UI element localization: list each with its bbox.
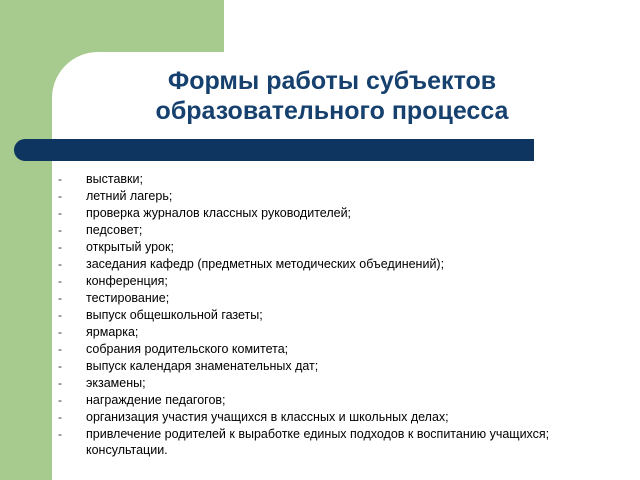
list-item-text: проверка журналов классных руководителей; (86, 206, 352, 220)
list-item (58, 375, 628, 391)
bullet-marker: - (58, 291, 62, 305)
list-item-text: заседания кафедр (предметных методических объединений); (86, 257, 445, 271)
bullet-marker: - (58, 257, 62, 271)
bullet-marker: - (58, 240, 62, 254)
list-item-text: ярмарка; (86, 325, 139, 339)
list-item-text: организация участия учащихся в классных и школьных делах; (86, 410, 449, 424)
list-item (58, 341, 628, 357)
list-item-text: привлечение родителей к выработке единых подходов к воспитанию учащихся; консультации. (86, 427, 550, 457)
bullet-marker: - (58, 189, 62, 203)
bullet-marker: - (58, 172, 62, 186)
slide-title: Формы работы субъектов образовательного процесса (155, 67, 509, 125)
list-item (58, 205, 628, 221)
list-item (58, 358, 628, 374)
bullet-marker: - (58, 274, 62, 288)
bullet-marker: - (58, 325, 62, 339)
list-item (58, 273, 628, 289)
list-item-text: выпуск общешкольной газеты; (86, 308, 263, 322)
list-item-text: педсовет; (86, 223, 143, 237)
list-item (58, 188, 628, 204)
list-item (58, 409, 628, 425)
list-item (58, 256, 628, 272)
list-item (58, 239, 628, 255)
list-item-text: открытый урок; (86, 240, 174, 254)
list-item-text: летний лагерь; (86, 189, 173, 203)
bullet-marker: - (58, 376, 62, 390)
bullet-marker: - (58, 410, 62, 424)
bullet-marker: - (58, 359, 62, 373)
list-item (58, 171, 628, 187)
list-item (58, 290, 628, 306)
bullet-marker: - (58, 427, 62, 441)
bullet-marker: - (58, 342, 62, 356)
list-item-text: выставки; (86, 172, 143, 186)
list-item (58, 324, 628, 340)
list-item-text: конференция; (86, 274, 168, 288)
list-item-text: выпуск календаря знаменательных дат; (86, 359, 319, 373)
list-item (58, 222, 628, 238)
bullet-marker: - (58, 206, 62, 220)
list-item-text: награждение педагогов; (86, 393, 226, 407)
bullet-marker: - (58, 223, 62, 237)
list-item (58, 426, 628, 458)
list-item (58, 392, 628, 408)
list-item-text: экзамены; (86, 376, 146, 390)
list-item (58, 307, 628, 323)
bullet-list (58, 171, 628, 459)
bullet-marker: - (58, 393, 62, 407)
bullet-marker: - (58, 308, 62, 322)
list-item-text: тестирование; (86, 291, 170, 305)
list-item-text: собрания родительского комитета; (86, 342, 289, 356)
title-underline-bar (14, 139, 534, 161)
